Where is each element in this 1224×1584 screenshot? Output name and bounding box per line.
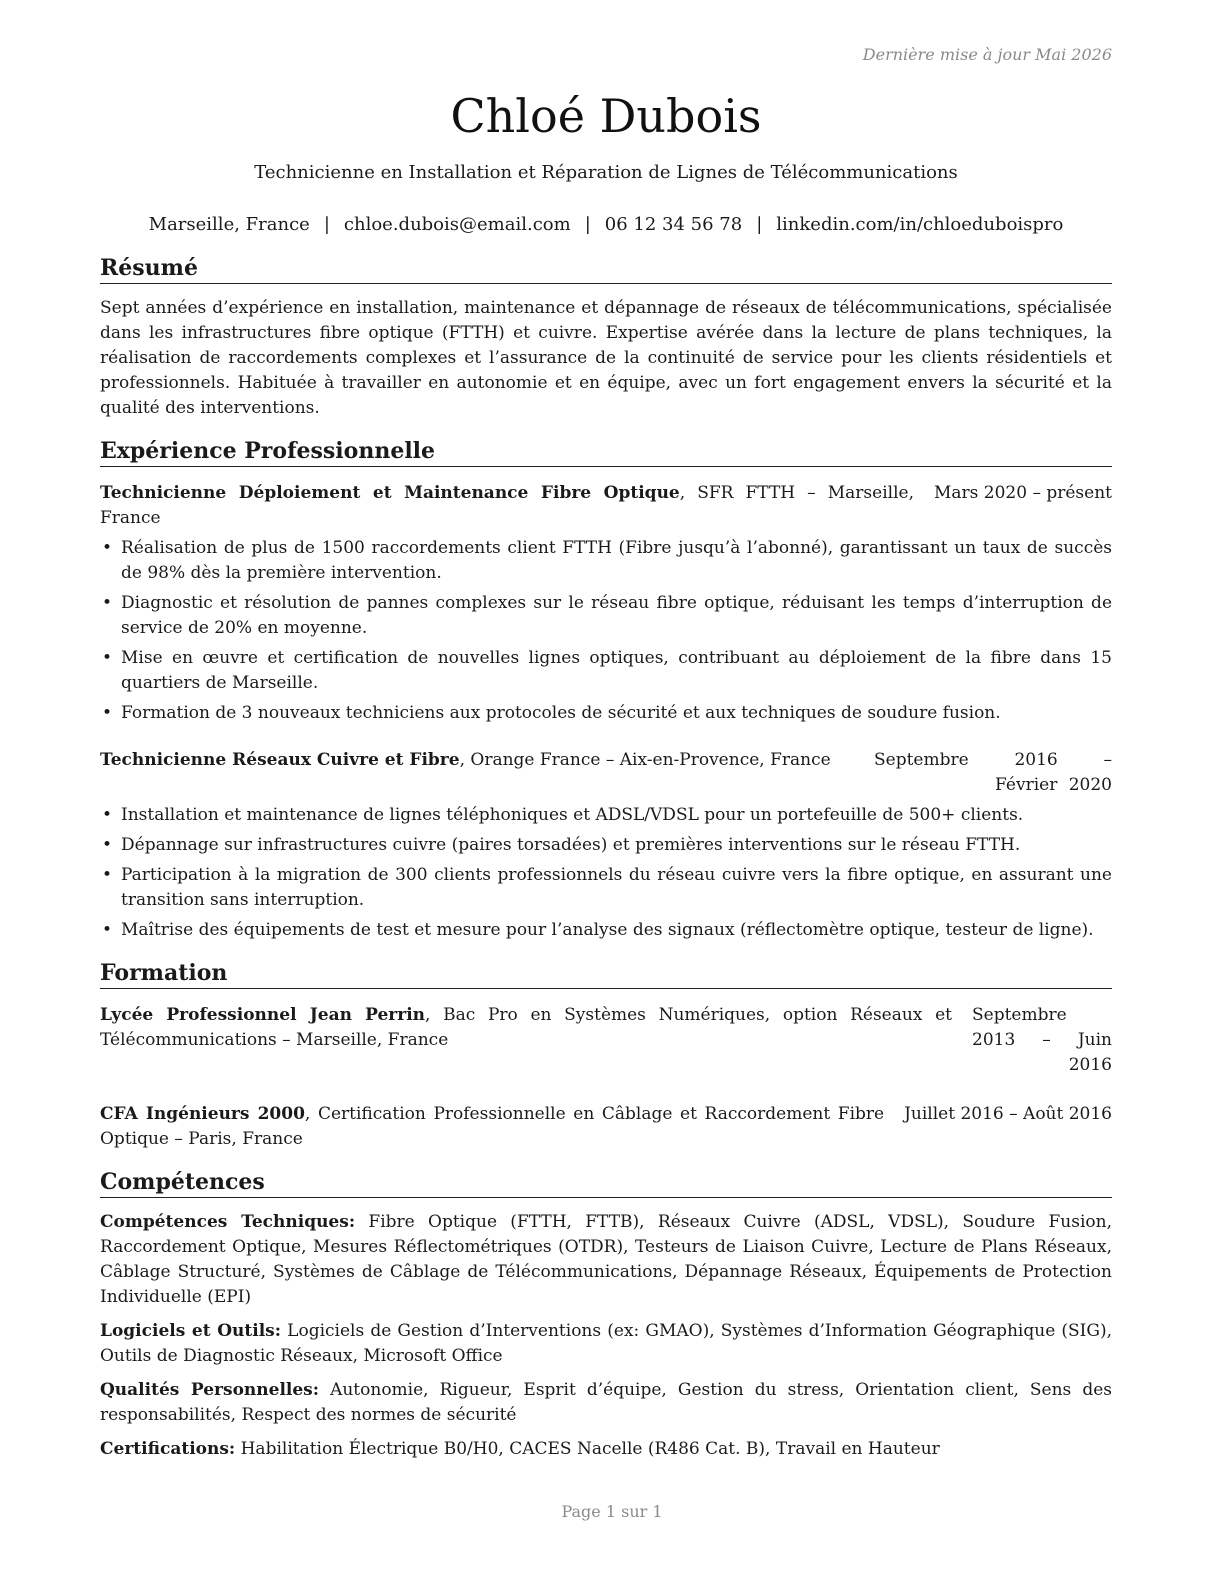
summary-section: [100, 254, 1112, 421]
education-detail: , Certification Professionnelle en Câblage et Raccordement Fibre Optique – Paris, France: [100, 1104, 885, 1149]
job-title: Technicienne en Installation et Réparation de Lignes de Télécommunications: [254, 162, 958, 183]
experience-section: [100, 437, 1112, 943]
summary-text: Sept années d’expérience en installation, maintenance et dépannage de réseaux de télécommunications, spécialisée dans les infrastructures fibre optique (FTTH) et cuivre. Expertise avérée dans la lecture de plans techniques, la réalisation de raccordements complexes et l’assurance de la continuité de service pour les clients résidentiels et professionnels. Habituée à travailler en autonomie et en équipe, avec un fort engagement envers la sécurité et la qualité des interventions.: [100, 298, 1112, 418]
contact-separator: |: [756, 214, 763, 235]
skill-group: [100, 1319, 1112, 1369]
job-bullet: • Dépannage sur infrastructures cuivre (paires torsadées) et premières interventions sur le réseau FTTH.: [100, 833, 1112, 858]
skill-text: Fibre Optique (FTTH, FTTB), Réseaux Cuivre (ADSL, VDSL), Soudure Fusion, Raccordement Optique, Mesures Réflectométriques (OTDR), Testeurs de Liaison Cuivre, Lecture de Plans Réseaux, Câblage Structuré, Systèmes de Câblage de Télécommunications, Dépannage Réseaux, Équipements de Protection Individuelle (EPI): [100, 1212, 1113, 1307]
last-updated: Dernière mise à jour Mai 2026: [862, 45, 1112, 64]
job-dates: Mars 2020 – présent: [933, 483, 1112, 503]
contact-separator: |: [323, 214, 330, 235]
contact-linkedin[interactable]: linkedin.com/in/chloeduboispro: [776, 214, 1064, 235]
education-school: Lycée Professionnel Jean Perrin: [100, 1005, 426, 1025]
job-bullet: • Mise en œuvre et certification de nouvelles lignes optiques, contribuant au déploiement de la fibre dans 15 quartiers de Marseille.: [100, 646, 1112, 696]
page-footer: Page 1 sur 1: [561, 1502, 663, 1521]
skill-group: [100, 1378, 1112, 1428]
skill-label: Logiciels et Outils:: [100, 1321, 282, 1341]
job-bullet: • Maîtrise des équipements de test et mesure pour l’analyse des signaux (réflectomètre optique, testeur de ligne).: [100, 918, 1112, 943]
job-bullet: • Participation à la migration de 300 clients professionnels du réseau cuivre vers la fibre optique, en assurant une transition sans interruption.: [100, 863, 1112, 913]
education-dates: Juillet 2016 – Août 2016: [904, 1104, 1112, 1124]
education-section: [100, 959, 1112, 1152]
job-bullet: • Réalisation de plus de 1500 raccordements client FTTH (Fibre jusqu’à l’abonné), garantissant un taux de succès de 98% dès la première intervention.: [100, 536, 1112, 586]
education-detail: , Bac Pro en Systèmes Numériques, option Réseaux et Télécommunications – Marseille, France: [100, 1005, 952, 1050]
contact-separator: |: [584, 214, 591, 235]
candidate-name: Chloé Dubois: [450, 89, 762, 143]
job-role: Technicienne Réseaux Cuivre et Fibre: [100, 750, 460, 770]
skills-heading: Compétences: [100, 1168, 1112, 1198]
job-company: , SFR FTTH – Marseille, France: [100, 483, 914, 528]
resume-page: [100, 40, 1112, 1462]
job-role: Technicienne Déploiement et Maintenance Fibre Optique: [100, 483, 680, 503]
summary-heading: Résumé: [100, 254, 1112, 284]
contact-line: [100, 212, 1112, 238]
job-bullet: • Installation et maintenance de lignes téléphoniques et ADSL/VDSL pour un portefeuille de 500+ clients.: [100, 803, 1112, 828]
experience-heading: Expérience Professionnelle: [100, 437, 1112, 467]
job-bullet: • Diagnostic et résolution de pannes complexes sur le réseau fibre optique, réduisant les temps d’interruption de service de 20% en moyenne.: [100, 591, 1112, 641]
education-dates: Septembre 2013 – Juin 2016: [972, 1005, 1112, 1075]
skill-label: Compétences Techniques:: [100, 1212, 356, 1232]
skills-section: [100, 1168, 1112, 1462]
education-heading: Formation: [100, 959, 1112, 989]
contact-location: Marseille, France: [148, 214, 310, 235]
contact-email[interactable]: chloe.dubois@email.com: [343, 214, 571, 235]
education-entry: [100, 1003, 1112, 1078]
skill-group: [100, 1210, 1112, 1310]
skill-label: Qualités Personnelles:: [100, 1380, 320, 1400]
job-entry: [100, 748, 1112, 943]
skill-group: [100, 1437, 1112, 1462]
skill-text: Logiciels de Gestion d’Interventions (ex: GMAO), Systèmes d’Information Géographique (SIG), Outils de Diagnostic Réseaux, Microsoft Office: [100, 1321, 1112, 1366]
skill-text: Autonomie, Rigueur, Esprit d’équipe, Gestion du stress, Orientation client, Sens des responsabilités, Respect des normes de sécurité: [100, 1380, 1112, 1425]
job-entry: [100, 481, 1112, 726]
education-entry: [100, 1102, 1112, 1152]
job-dates: Septembre 2016 – Février 2020: [874, 750, 1112, 795]
job-bullet: • Formation de 3 nouveaux techniciens aux protocoles de sécurité et aux techniques de soudure fusion.: [100, 701, 1112, 726]
education-school: CFA Ingénieurs 2000: [100, 1104, 305, 1124]
skill-text: Habilitation Électrique B0/H0, CACES Nacelle (R486 Cat. B), Travail en Hauteur: [240, 1439, 940, 1459]
contact-phone[interactable]: 06 12 34 56 78: [604, 214, 743, 235]
job-company: , Orange France – Aix-en-Provence, France: [459, 750, 831, 770]
skill-label: Certifications:: [100, 1439, 236, 1459]
